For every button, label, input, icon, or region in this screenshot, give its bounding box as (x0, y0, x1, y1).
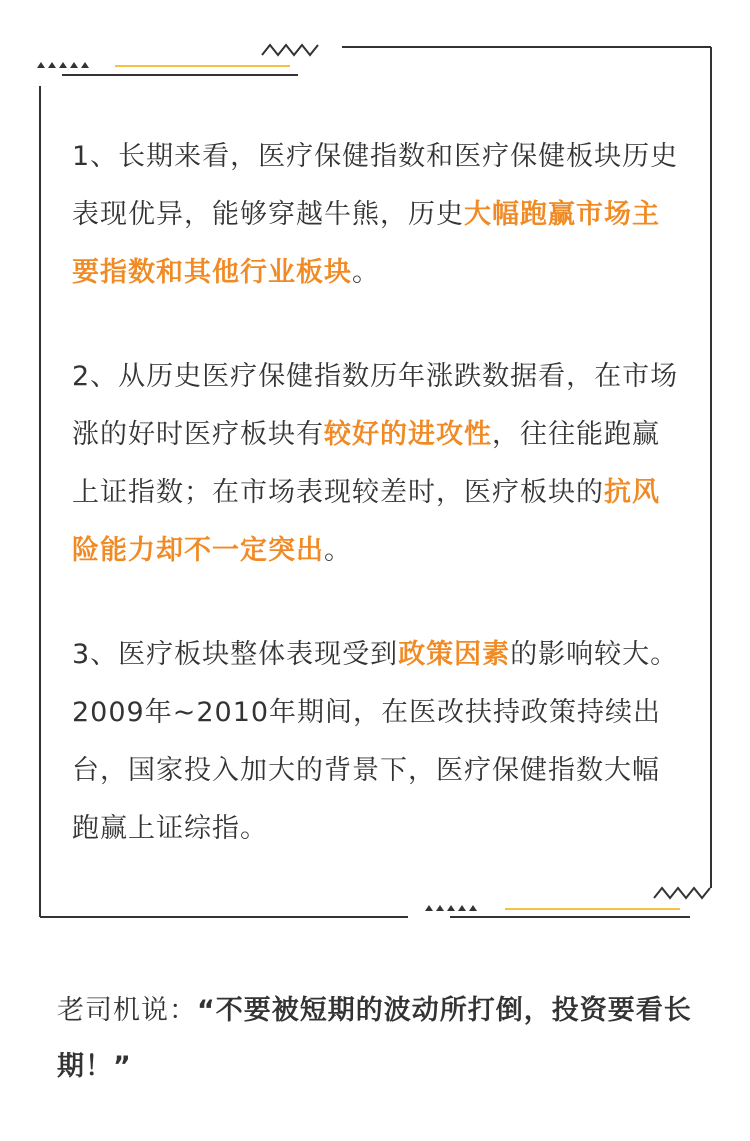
point-1-tail: 。 (352, 257, 380, 288)
point-3 (72, 626, 682, 858)
point-2-tail: 。 (324, 535, 352, 566)
point-1-highlight: 大幅跑赢市场主要指数和其他行业板块 (72, 199, 660, 288)
point-3-lead: 3、医疗板块整体表现受到 (72, 639, 399, 670)
zigzag-bottom (654, 888, 710, 898)
closing-quote (57, 983, 707, 1095)
point-2 (72, 348, 682, 580)
point-2-lead: 2、从历史医疗保健指数历年涨跌数据看，在市场涨的好时医疗板块有 (72, 361, 679, 450)
quote-speaker: 老司机说： (57, 995, 197, 1026)
point-3-mid: 的影响较大。2009年~2010年期间，在医改扶持政策持续出台，国家投入加大的背景下，医疗保健指数大幅跑赢上证综指。 (72, 639, 679, 844)
quote-text: “不要被短期的波动所打倒，投资要看长期！” (57, 995, 692, 1082)
article-body (72, 128, 682, 858)
point-2-highlight-1: 较好的进攻性 (324, 419, 492, 450)
triangle-row-bottom (425, 905, 477, 911)
point-3-highlight: 政策因素 (398, 639, 511, 670)
point-2-highlight-2: 抗风险能力却不一定突出 (72, 477, 660, 566)
point-1-lead: 1、长期来看，医疗保健指数和医疗保健板块历史表现优异，能够穿越牛熊，历史 (72, 141, 679, 230)
point-1 (72, 128, 682, 302)
zigzag-top (262, 45, 318, 55)
triangle-row-top-left (37, 62, 89, 68)
point-2-mid: ，往往能跑赢上证指数；在市场表现较差时，医疗板块的 (72, 419, 660, 508)
